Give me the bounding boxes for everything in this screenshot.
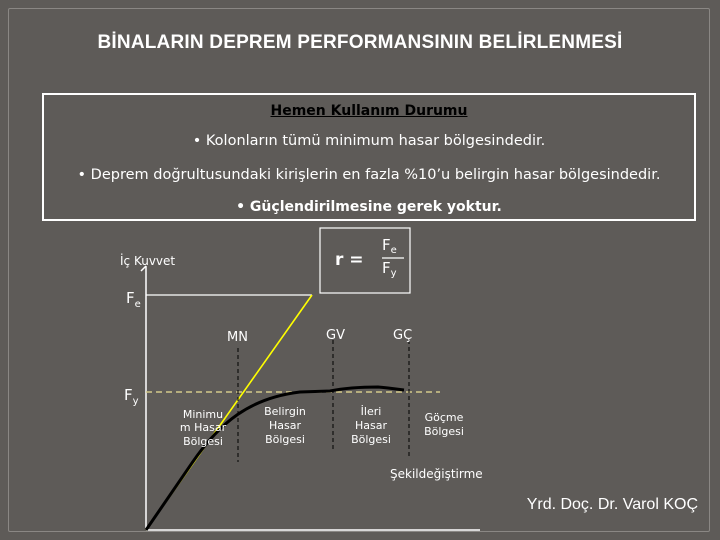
formula-box <box>320 228 410 293</box>
info-line-strengthening: • Güçlendirilmesine gerek yoktur. <box>236 199 502 215</box>
zone-minimum-label <box>180 408 227 448</box>
svg-text:Minimu: Minimu <box>182 408 224 421</box>
svg-text:Bölgesi: Bölgesi <box>351 433 391 446</box>
svg-text:Göçme: Göçme <box>424 411 464 424</box>
gv-marker: GV <box>326 328 345 343</box>
formula-denominator: $F_y$ <box>382 259 397 279</box>
svg-text:Bölgesi: Bölgesi <box>183 435 223 448</box>
svg-text:Bölgesi: Bölgesi <box>265 433 305 446</box>
formula-r: r = <box>335 250 364 270</box>
svg-text:Hasar: Hasar <box>268 419 302 432</box>
info-line-columns: • Kolonların tümü minimum hasar bölgesindedir. <box>192 133 546 149</box>
svg-text:m Hasar: m Hasar <box>179 421 227 434</box>
zone-gocme-label <box>424 411 464 438</box>
svg-text:Hasar: Hasar <box>354 419 388 432</box>
internal-force-label: İç Kuvvet <box>120 254 176 268</box>
info-line-beams: • Deprem doğrultusundaki kirişlerin en fazla %10’u belirgin hasar bölgesindedir. <box>77 167 661 183</box>
info-heading: Hemen Kullanım Durumu <box>270 103 468 119</box>
gc-marker: GÇ <box>393 328 413 343</box>
formula-numerator: $F_e$ <box>382 236 397 256</box>
svg-text:Belirgin: Belirgin <box>264 405 306 418</box>
zone-ileri-label <box>351 405 391 446</box>
deformation-label: Şekildeğiştirme <box>390 467 483 481</box>
mn-marker: MN <box>227 330 248 345</box>
svg-text:İleri: İleri <box>360 405 382 418</box>
slide-title: BİNALARIN DEPREM PERFORMANSININ BELİRLENMESİ <box>97 32 623 53</box>
fy-label: $F_y$ <box>124 386 139 407</box>
zone-belirgin-label <box>264 405 306 446</box>
author-credit: Yrd. Doç. Dr. Varol KOÇ <box>526 496 698 513</box>
fe-label: $F_e$ <box>126 289 141 310</box>
svg-text:Bölgesi: Bölgesi <box>424 425 464 438</box>
